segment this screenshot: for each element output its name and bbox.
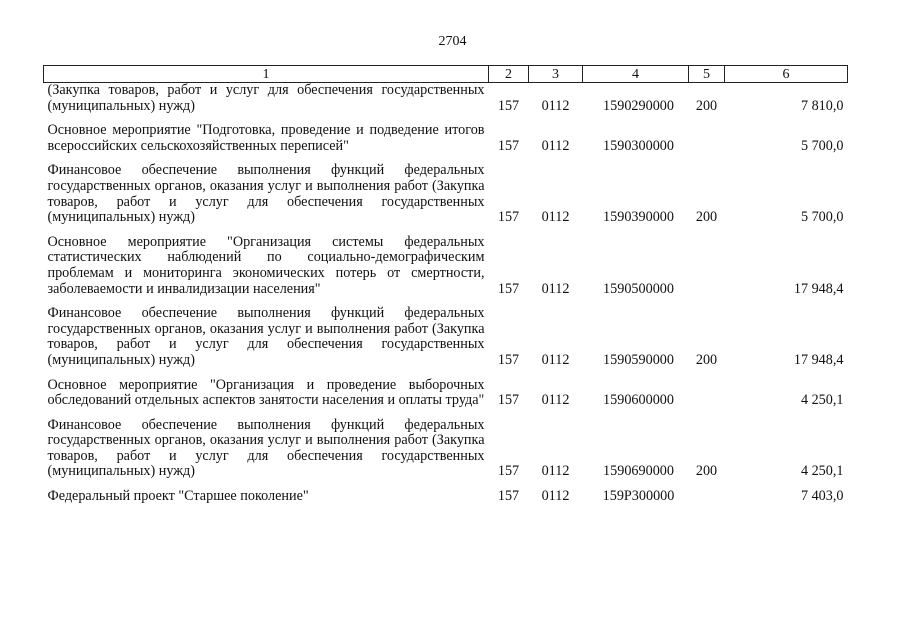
- row-section: 0112: [541, 351, 570, 368]
- row-section: 0112: [541, 209, 570, 226]
- row-name: Основное мероприятие "Подготовка, проведение и подведение итогов всероссийских сельскохозяйственных переписей": [47, 122, 485, 154]
- row-section: 0112: [541, 137, 570, 154]
- row-name: Федеральный проект "Старшее поколение": [47, 488, 309, 505]
- row-section: 0112: [541, 488, 570, 505]
- table-row: [44, 226, 848, 297]
- row-name: Финансовое обеспечение выполнения функций федеральных государственных органов, оказания услуг и выполнения работ (Закупка товаров, работ и услуг для обеспечения государственных (муниципальных) нужд): [47, 162, 485, 226]
- row-expense-type: 200: [695, 351, 718, 368]
- table-row: [44, 297, 848, 368]
- row-target: 1590500000: [603, 280, 674, 297]
- table-row: [44, 369, 848, 409]
- table-row: [44, 154, 848, 225]
- row-ministry: 157: [497, 137, 520, 154]
- row-name: Финансовое обеспечение выполнения функций федеральных государственных органов, оказания услуг и выполнения работ (Закупка товаров, работ и услуг для обеспечения государственных (муниципальных) нужд): [47, 305, 485, 368]
- budget-table: [43, 65, 848, 505]
- row-ministry: 157: [497, 463, 520, 480]
- row-amount: 5 700,0: [800, 209, 844, 226]
- row-target: 1590690000: [603, 463, 674, 480]
- row-ministry: 157: [497, 351, 520, 368]
- row-expense-type: 200: [695, 209, 718, 226]
- row-target: 1590290000: [603, 97, 674, 114]
- header-row: [44, 66, 848, 83]
- row-ministry: 157: [497, 392, 520, 409]
- row-expense-type: [689, 114, 725, 154]
- row-section: 0112: [541, 463, 570, 480]
- header-col-5: 5: [689, 66, 725, 83]
- header-col-1: 1: [44, 66, 489, 83]
- table-row: [44, 480, 848, 505]
- row-ministry: 157: [497, 209, 520, 226]
- row-amount: 4 250,1: [800, 392, 844, 409]
- row-target: 1590600000: [603, 392, 674, 409]
- table-row: [44, 114, 848, 154]
- row-amount: 4 250,1: [800, 463, 844, 480]
- header-col-3: 3: [529, 66, 583, 83]
- row-expense-type: 200: [695, 97, 718, 114]
- row-target: 1590590000: [603, 351, 674, 368]
- row-target: 1590300000: [603, 137, 674, 154]
- row-ministry: 157: [497, 280, 520, 297]
- row-target: 1590390000: [603, 209, 674, 226]
- row-amount: 17 948,4: [793, 280, 844, 297]
- header-col-2: 2: [489, 66, 529, 83]
- row-amount: 7 810,0: [800, 97, 844, 114]
- row-section: 0112: [541, 97, 570, 114]
- header-col-6: 6: [725, 66, 848, 83]
- page-number: 2704: [438, 34, 467, 49]
- row-expense-type: 200: [695, 463, 718, 480]
- row-name: (Закупка товаров, работ и услуг для обеспечения государственных (муниципальных) нужд): [47, 82, 485, 114]
- row-name: Финансовое обеспечение выполнения функций федеральных государственных органов, оказания услуг и выполнения работ (Закупка товаров, работ и услуг для обеспечения государственных (муниципальных) нужд): [47, 416, 485, 480]
- row-section: 0112: [541, 392, 570, 409]
- row-ministry: 157: [497, 488, 520, 505]
- row-expense-type: [689, 480, 725, 505]
- row-expense-type: [689, 369, 725, 409]
- table-row: [44, 83, 848, 115]
- row-ministry: 157: [497, 97, 520, 114]
- row-section: 0112: [541, 280, 570, 297]
- row-target: 159P300000: [602, 488, 675, 505]
- table-row: [44, 409, 848, 480]
- row-name: Основное мероприятие "Организация системы федеральных статистических наблюдений по социально-демографическим проблемам и мониторинга экономических потерь от смертности, заболеваемости и инвалидизации населения": [47, 233, 485, 297]
- header-col-4: 4: [583, 66, 689, 83]
- row-amount: 17 948,4: [793, 351, 844, 368]
- row-amount: 7 403,0: [800, 488, 844, 505]
- row-name: Основное мероприятие "Организация и проведение выборочных обследований отдельных аспектов занятости населения и оплаты труда": [47, 376, 485, 409]
- row-amount: 5 700,0: [800, 137, 844, 154]
- row-expense-type: [689, 226, 725, 297]
